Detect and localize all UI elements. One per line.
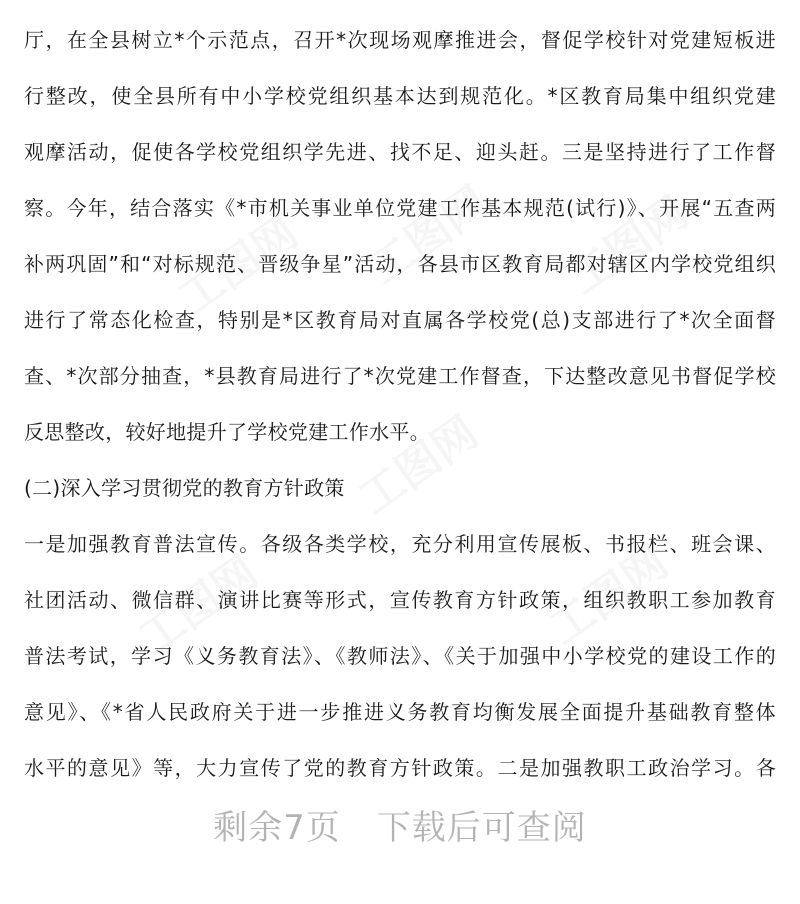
watermark: 工图网: [559, 186, 698, 305]
paragraph-line: 补两巩固”和“对标规范、晋级争星”活动，各县市区教育局都对辖区内学校党组织: [24, 252, 776, 276]
paragraph-line: 水平的意见》等，大力宣传了党的教育方针政策。二是加强教职工政治学习。各: [24, 756, 776, 780]
download-to-view-text[interactable]: 下载后可查阅: [376, 808, 587, 848]
paragraph-line: 察。今年，结合落实《*市机关事业单位党建工作基本规范(试行)》、开展“五查两: [24, 196, 776, 220]
watermark: 工图网: [129, 546, 268, 665]
watermark: 工图网: [539, 536, 678, 655]
watermark: 工图网: [349, 406, 488, 525]
watermark: 工图网: [359, 176, 498, 295]
paragraph-line: 行整改，使全县所有中小学校党组织基本达到规范化。*区教育局集中组织党建: [24, 84, 776, 108]
section-heading: (二)深入学习贯彻党的教育方针政策: [24, 476, 345, 500]
paragraph-line: 一是加强教育普法宣传。各级各类学校，充分利用宣传展板、书报栏、班会课、: [24, 532, 776, 556]
paragraph-line: 查、*次部分抽查，*县教育局进行了*次党建工作督查，下达整改意见书督促学校: [24, 364, 776, 388]
watermark: 工图网: [169, 206, 308, 325]
paragraph-line: 普法考试，学习《义务教育法》、《教师法》、《关于加强中小学校党的建设工作的: [24, 644, 776, 668]
paragraph-line: 社团活动、微信群、演讲比赛等形式，宣传教育方针政策，组织教职工参加教育: [24, 588, 776, 612]
download-prompt[interactable]: [0, 800, 800, 856]
paragraph-line: 意见》、《*省人民政府关于进一步推进义务教育均衡发展全面提升基础教育整体: [24, 700, 776, 724]
paragraph-line: 反思整改，较好地提升了学校党建工作水平。: [24, 420, 430, 444]
paragraph-line: 观摩活动，促使各学校党组织学先进、找不足、迎头赶。三是坚持进行了工作督: [24, 140, 776, 164]
paragraph-line: 厅，在全县树立*个示范点，召开*次现场观摩推进会，督促学校针对党建短板进: [24, 28, 776, 52]
paragraph-line: 进行了常态化检查，特别是*区教育局对直属各学校党(总)支部进行了*次全面督: [24, 308, 776, 332]
remaining-pages-text[interactable]: 剩余7页: [213, 808, 341, 848]
